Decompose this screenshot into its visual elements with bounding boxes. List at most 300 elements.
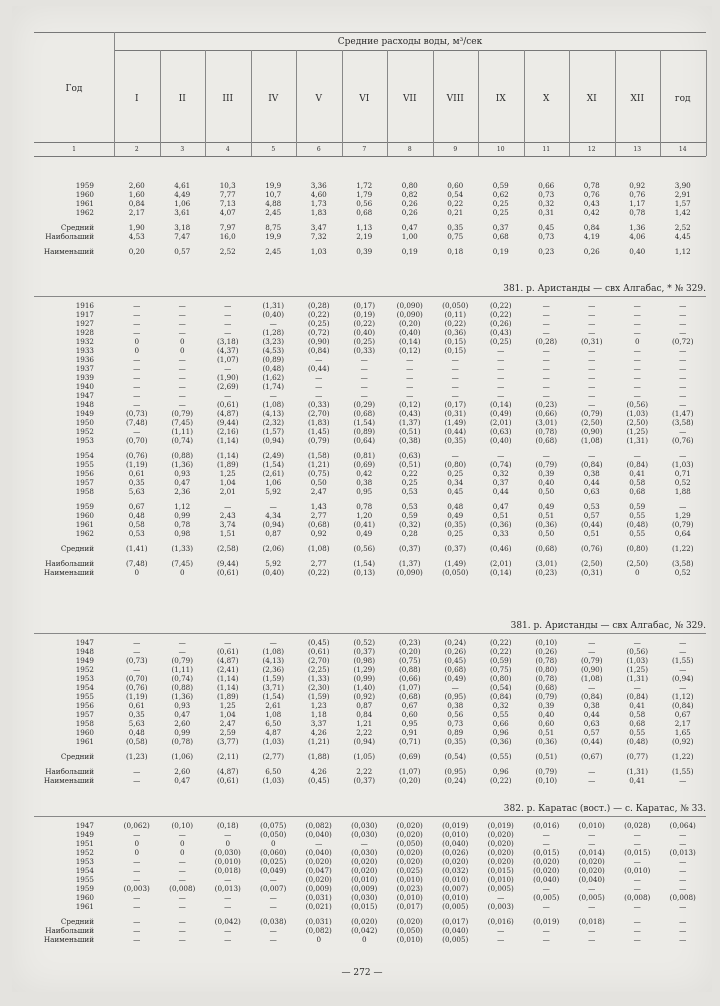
table-cell: 3,90 <box>674 181 691 190</box>
table-row <box>34 752 706 761</box>
row-label: 1960 <box>75 893 94 902</box>
table-cell: (0,082) <box>305 821 332 830</box>
table-cell: — <box>679 830 687 839</box>
table-cell: 0,47 <box>492 502 509 511</box>
table-cell: 1,42 <box>674 208 691 217</box>
table-cell: — <box>679 875 687 884</box>
row-label: 1953 <box>75 857 94 866</box>
table-cell: 0,66 <box>538 181 555 190</box>
table-cell: 0,60 <box>447 181 464 190</box>
table-cell: 0,47 <box>401 223 418 232</box>
row-label: 1960 <box>75 511 94 520</box>
table-cell: (0,22) <box>444 319 467 328</box>
table-cell: — <box>633 301 641 310</box>
table-cell: — <box>133 647 141 656</box>
table-cell: 10,3 <box>219 181 236 190</box>
table-cell: — <box>360 364 368 373</box>
table-cell: (0,33) <box>353 346 376 355</box>
table-cell: 0,66 <box>492 719 509 728</box>
table-row <box>34 511 706 520</box>
table-cell: 0 <box>634 568 640 577</box>
table-cell: 10,7 <box>265 190 282 199</box>
table-cell: 0,41 <box>629 776 646 785</box>
table-cell: 0,39 <box>538 469 555 478</box>
table-cell: (0,79) <box>307 436 330 445</box>
table-cell: 0,63 <box>583 487 600 496</box>
row-label: 1953 <box>75 674 94 683</box>
table-cell: — <box>315 391 323 400</box>
table-cell: (0,005) <box>578 893 605 902</box>
row-label: 1953 <box>75 436 94 445</box>
table-cell: (2,77) <box>262 752 285 761</box>
table-cell: (0,72) <box>307 328 330 337</box>
table-cell: — <box>178 638 186 647</box>
table-cell: (0,020) <box>487 830 514 839</box>
table-cell: — <box>451 355 459 364</box>
table-cell: — <box>178 364 186 373</box>
table-cell: — <box>588 926 596 935</box>
table-cell: (0,023) <box>396 884 423 893</box>
table-cell: 0,87 <box>265 529 282 538</box>
table-cell: — <box>588 902 596 911</box>
table-cell: (0,050) <box>396 926 423 935</box>
table-cell: 0,40 <box>538 478 555 487</box>
table-cell: (0,78) <box>171 737 194 746</box>
table-cell: (0,019) <box>487 821 514 830</box>
table-cell: (0,050) <box>442 301 469 310</box>
table-cell: 0,84 <box>356 710 373 719</box>
table-cell: 0,47 <box>174 710 191 719</box>
table-cell: 0,57 <box>174 247 191 256</box>
table-cell: (0,032) <box>442 866 469 875</box>
table-cell: (0,43) <box>398 409 421 418</box>
table-cell: 0,39 <box>356 247 373 256</box>
table-cell: (0,020) <box>533 857 560 866</box>
table-cell: 0,45 <box>538 223 555 232</box>
table-cell: 0,93 <box>174 701 191 710</box>
column-number: 11 <box>542 146 551 153</box>
table-cell: 2,45 <box>265 208 282 217</box>
table-cell: (0,026) <box>442 848 469 857</box>
table-cell: — <box>178 926 186 935</box>
table-cell: (0,18) <box>216 821 239 830</box>
table-row <box>34 418 706 427</box>
table-cell: (0,76) <box>671 436 694 445</box>
table-cell: — <box>679 935 687 944</box>
month-header: III <box>222 94 234 104</box>
table-cell: (0,37) <box>353 776 376 785</box>
row-label: 1940 <box>75 382 94 391</box>
table-cell: — <box>679 346 687 355</box>
table-cell: (0,031) <box>305 893 332 902</box>
table-cell: 0,99 <box>174 511 191 520</box>
table-cell: (1,03) <box>671 460 694 469</box>
row-label: 1954 <box>75 683 94 692</box>
table-cell: 3,18 <box>174 223 191 232</box>
table-cell: (0,88) <box>398 665 421 674</box>
table-cell: 1,72 <box>356 181 373 190</box>
table-cell: (0,005) <box>487 884 514 893</box>
table-cell: (0,56) <box>626 400 649 409</box>
table-cell: — <box>224 902 232 911</box>
table-cell: (2,06) <box>262 544 285 553</box>
table-cell: 1,60 <box>128 190 145 199</box>
table-cell: — <box>542 935 550 944</box>
table-cell: 19,9 <box>265 232 282 241</box>
table-cell: — <box>588 382 596 391</box>
table-cell: (0,79) <box>535 460 558 469</box>
table-row <box>34 190 706 199</box>
table-cell: — <box>542 346 550 355</box>
table-cell: — <box>224 830 232 839</box>
table-cell: (0,010) <box>442 875 469 884</box>
table-cell: (0,84) <box>671 701 694 710</box>
table-cell: (0,35) <box>444 436 467 445</box>
table-row <box>34 884 706 893</box>
table-row <box>34 409 706 418</box>
table-cell: — <box>633 319 641 328</box>
table-cell: 1,20 <box>356 511 373 520</box>
table-cell: (0,020) <box>351 857 378 866</box>
table-cell: (0,008) <box>624 893 651 902</box>
table-cell: 1,65 <box>674 728 691 737</box>
table-cell: — <box>542 364 550 373</box>
table-row <box>34 701 706 710</box>
row-label: 1950 <box>75 418 94 427</box>
table-cell: (1,49) <box>444 418 467 427</box>
table-cell: 0,58 <box>629 478 646 487</box>
table-cell: 5,63 <box>128 487 145 496</box>
table-cell: (1,74) <box>262 382 285 391</box>
table-cell: — <box>588 638 596 647</box>
table-cell: (0,020) <box>351 917 378 926</box>
table-cell: — <box>406 382 414 391</box>
table-cell: (0,74) <box>171 674 194 683</box>
table-cell: (0,042) <box>351 926 378 935</box>
table-row <box>34 319 706 328</box>
table-cell: (0,49) <box>489 409 512 418</box>
table-cell: — <box>178 935 186 944</box>
table-cell: (0,80) <box>489 674 512 683</box>
table-cell: 0,55 <box>629 728 646 737</box>
table-cell: — <box>679 884 687 893</box>
table-cell: 0,59 <box>492 181 509 190</box>
table-cell: 0,49 <box>447 511 464 520</box>
table-cell: (2,49) <box>262 451 285 460</box>
table-cell: (0,37) <box>353 647 376 656</box>
table-row <box>34 830 706 839</box>
table-cell: (0,92) <box>671 737 694 746</box>
table-cell: 4,45 <box>674 232 691 241</box>
table-cell: — <box>542 373 550 382</box>
month-header: VI <box>359 94 370 104</box>
table-cell: (1,07) <box>398 683 421 692</box>
table-cell: (1,14) <box>216 674 239 683</box>
table-cell: — <box>679 502 687 511</box>
table-cell: 5,92 <box>265 487 282 496</box>
table-row <box>34 875 706 884</box>
table-cell: (0,88) <box>171 683 194 692</box>
table-cell: (0,12) <box>398 346 421 355</box>
table-cell: 0,23 <box>538 247 555 256</box>
row-label: 1959 <box>75 884 94 893</box>
table-cell: (0,51) <box>535 752 558 761</box>
table-cell: 6,50 <box>265 767 282 776</box>
table-cell: 0,49 <box>356 529 373 538</box>
table-cell: — <box>588 400 596 409</box>
row-label: 1955 <box>75 692 94 701</box>
table-row <box>34 460 706 469</box>
table-cell: — <box>588 451 596 460</box>
table-cell: — <box>224 893 232 902</box>
table-cell: (7,48) <box>125 559 148 568</box>
table-cell: (7,45) <box>171 559 194 568</box>
table-cell: (2,50) <box>626 559 649 568</box>
table-cell: (0,40) <box>262 568 285 577</box>
table-cell: (0,030) <box>214 848 241 857</box>
table-cell: 0 <box>179 337 185 346</box>
table-cell: — <box>360 839 368 848</box>
table-cell: 0,19 <box>401 247 418 256</box>
table-cell: — <box>542 902 550 911</box>
table-cell: (0,22) <box>307 568 330 577</box>
table-cell: — <box>178 310 186 319</box>
table-cell: 2,60 <box>128 181 145 190</box>
table-cell: — <box>133 400 141 409</box>
table-cell: 4,26 <box>310 767 327 776</box>
table-cell: 0,25 <box>447 529 464 538</box>
table-cell: — <box>542 382 550 391</box>
table-cell: (0,010) <box>487 875 514 884</box>
row-label: 1952 <box>75 665 94 674</box>
table-cell: — <box>633 875 641 884</box>
table-cell: — <box>224 926 232 935</box>
table-cell: (0,25) <box>489 337 512 346</box>
table-cell: 0,67 <box>128 502 145 511</box>
table-cell: 0,55 <box>629 511 646 520</box>
row-label: 1949 <box>75 830 94 839</box>
table-cell: — <box>269 875 277 884</box>
table-cell: 1,29 <box>674 511 691 520</box>
table-cell: (0,010) <box>442 893 469 902</box>
table-cell: 1,21 <box>356 719 373 728</box>
table-cell: (0,007) <box>260 884 287 893</box>
table-row <box>34 364 706 373</box>
table-cell: (0,59) <box>489 656 512 665</box>
table-cell: — <box>224 301 232 310</box>
table-cell: (0,80) <box>626 544 649 553</box>
table-cell: 0,48 <box>128 728 145 737</box>
table-cell: (0,040) <box>442 839 469 848</box>
table-cell: 4,07 <box>219 208 236 217</box>
table-cell: (0,007) <box>442 884 469 893</box>
table-cell: (0,76) <box>125 451 148 460</box>
table-cell: — <box>133 638 141 647</box>
table-cell: 4,61 <box>174 181 191 190</box>
table-cell: — <box>406 364 414 373</box>
table-cell: — <box>178 875 186 884</box>
table-row <box>34 857 706 866</box>
row-label: 1958 <box>75 487 94 496</box>
table-cell: 3,36 <box>310 181 327 190</box>
table-cell: — <box>133 776 141 785</box>
table-cell: (0,35) <box>444 520 467 529</box>
table-cell: (0,63) <box>489 427 512 436</box>
table-cell: 0,68 <box>629 719 646 728</box>
table-cell: (0,021) <box>305 902 332 911</box>
table-cell: 1,06 <box>174 199 191 208</box>
table-cell: — <box>133 830 141 839</box>
table-cell: (0,90) <box>580 427 603 436</box>
table-cell: 4,88 <box>265 199 282 208</box>
table-cell: (1,58) <box>307 451 330 460</box>
table-cell: (0,52) <box>353 638 376 647</box>
table-cell: (0,79) <box>671 520 694 529</box>
table-cell: 4,19 <box>583 232 600 241</box>
table-row <box>34 821 706 830</box>
table-cell: — <box>497 355 505 364</box>
table-cell: 1,06 <box>265 478 282 487</box>
table-cell: (0,44) <box>444 427 467 436</box>
table-row <box>34 866 706 875</box>
table-cell: (0,79) <box>171 409 194 418</box>
row-label: Наибольший <box>45 926 94 935</box>
table-cell: 0,51 <box>538 511 555 520</box>
row-label: 1960 <box>75 728 94 737</box>
table-cell: — <box>360 391 368 400</box>
table-cell: — <box>133 364 141 373</box>
table-cell: 0,76 <box>583 190 600 199</box>
row-label: 1961 <box>75 199 94 208</box>
table-row <box>34 776 706 785</box>
table-cell: (0,40) <box>489 436 512 445</box>
table-cell: (0,48) <box>626 737 649 746</box>
table-cell: 2,91 <box>674 190 691 199</box>
table-cell: 0,75 <box>447 232 464 241</box>
table-cell: (0,69) <box>353 460 376 469</box>
table-cell: (0,79) <box>171 656 194 665</box>
table-cell: (0,78) <box>535 656 558 665</box>
table-cell: — <box>497 926 505 935</box>
table-cell: 2,22 <box>356 767 373 776</box>
table-cell: (0,14) <box>489 400 512 409</box>
table-cell: — <box>633 830 641 839</box>
table-row <box>34 478 706 487</box>
table-cell: (1,62) <box>262 373 285 382</box>
table-cell: 0,73 <box>538 190 555 199</box>
table-cell: (4,13) <box>262 656 285 665</box>
table-cell: (0,016) <box>533 821 560 830</box>
table-cell: (0,12) <box>398 400 421 409</box>
table-cell: (0,23) <box>535 568 558 577</box>
table-row <box>34 310 706 319</box>
table-cell: 2,47 <box>219 719 236 728</box>
table-cell: (0,24) <box>444 638 467 647</box>
table-cell: 0,26 <box>401 208 418 217</box>
table-cell: (0,050) <box>260 830 287 839</box>
table-cell: — <box>269 638 277 647</box>
table-row <box>34 451 706 460</box>
table-cell: (0,15) <box>444 346 467 355</box>
table-cell: — <box>133 427 141 436</box>
row-label: 1955 <box>75 875 94 884</box>
table-cell: (1,54) <box>262 460 285 469</box>
table-row <box>34 848 706 857</box>
table-cell: — <box>633 638 641 647</box>
table-cell: 0,42 <box>583 208 600 217</box>
table-cell: — <box>588 373 596 382</box>
table-row <box>34 559 706 568</box>
month-header: VIII <box>446 94 464 104</box>
table-cell: 2,77 <box>310 511 327 520</box>
table-cell: — <box>269 902 277 911</box>
table-cell: — <box>224 328 232 337</box>
table-cell: (1,54) <box>353 418 376 427</box>
table-cell: 2,36 <box>174 487 191 496</box>
table-cell: (0,010) <box>624 866 651 875</box>
table-row <box>34 328 706 337</box>
row-label: 1956 <box>75 701 94 710</box>
table-cell: — <box>588 391 596 400</box>
table-cell: — <box>588 364 596 373</box>
row-label: Наибольший <box>45 767 94 776</box>
table-cell: — <box>679 902 687 911</box>
table-cell: (2,32) <box>262 418 285 427</box>
table-cell: (0,32) <box>398 520 421 529</box>
table-header <box>34 32 706 164</box>
table-cell: (0,63) <box>398 451 421 460</box>
table-cell: (0,79) <box>535 692 558 701</box>
table-cell: (0,010) <box>351 875 378 884</box>
table-cell: — <box>588 935 596 944</box>
table-cell: (0,008) <box>169 884 196 893</box>
row-label: 1947 <box>75 821 94 830</box>
table-cell: (0,56) <box>353 544 376 553</box>
table-cell: — <box>133 917 141 926</box>
table-cell: — <box>497 391 505 400</box>
table-cell: (0,062) <box>123 821 150 830</box>
row-label: 1955 <box>75 460 94 469</box>
table-cell: 0,38 <box>583 701 600 710</box>
table-cell: (0,22) <box>353 319 376 328</box>
table-cell: 1,79 <box>356 190 373 199</box>
table-cell: 0,22 <box>447 199 464 208</box>
table-cell: — <box>633 935 641 944</box>
table-cell: — <box>633 310 641 319</box>
table-cell: 0,51 <box>492 511 509 520</box>
table-cell: (1,06) <box>171 752 194 761</box>
table-cell: (0,018) <box>214 866 241 875</box>
table-cell: — <box>133 355 141 364</box>
table-cell: (0,40) <box>398 328 421 337</box>
table-cell: (0,020) <box>487 848 514 857</box>
table-cell: — <box>633 926 641 935</box>
table-cell: 19,9 <box>265 181 282 190</box>
table-cell: (0,33) <box>307 400 330 409</box>
row-label: 1949 <box>75 409 94 418</box>
table-cell: (0,67) <box>580 752 603 761</box>
table-cell: — <box>588 319 596 328</box>
table-cell: 0 <box>361 935 367 944</box>
row-label: 1916 <box>75 301 94 310</box>
table-cell: — <box>679 391 687 400</box>
table-cell: (0,94) <box>353 737 376 746</box>
table-cell: — <box>633 364 641 373</box>
table-cell: 1,25 <box>219 469 236 478</box>
table-cell: — <box>178 857 186 866</box>
table-cell: — <box>588 328 596 337</box>
table-cell: (0,95) <box>444 767 467 776</box>
